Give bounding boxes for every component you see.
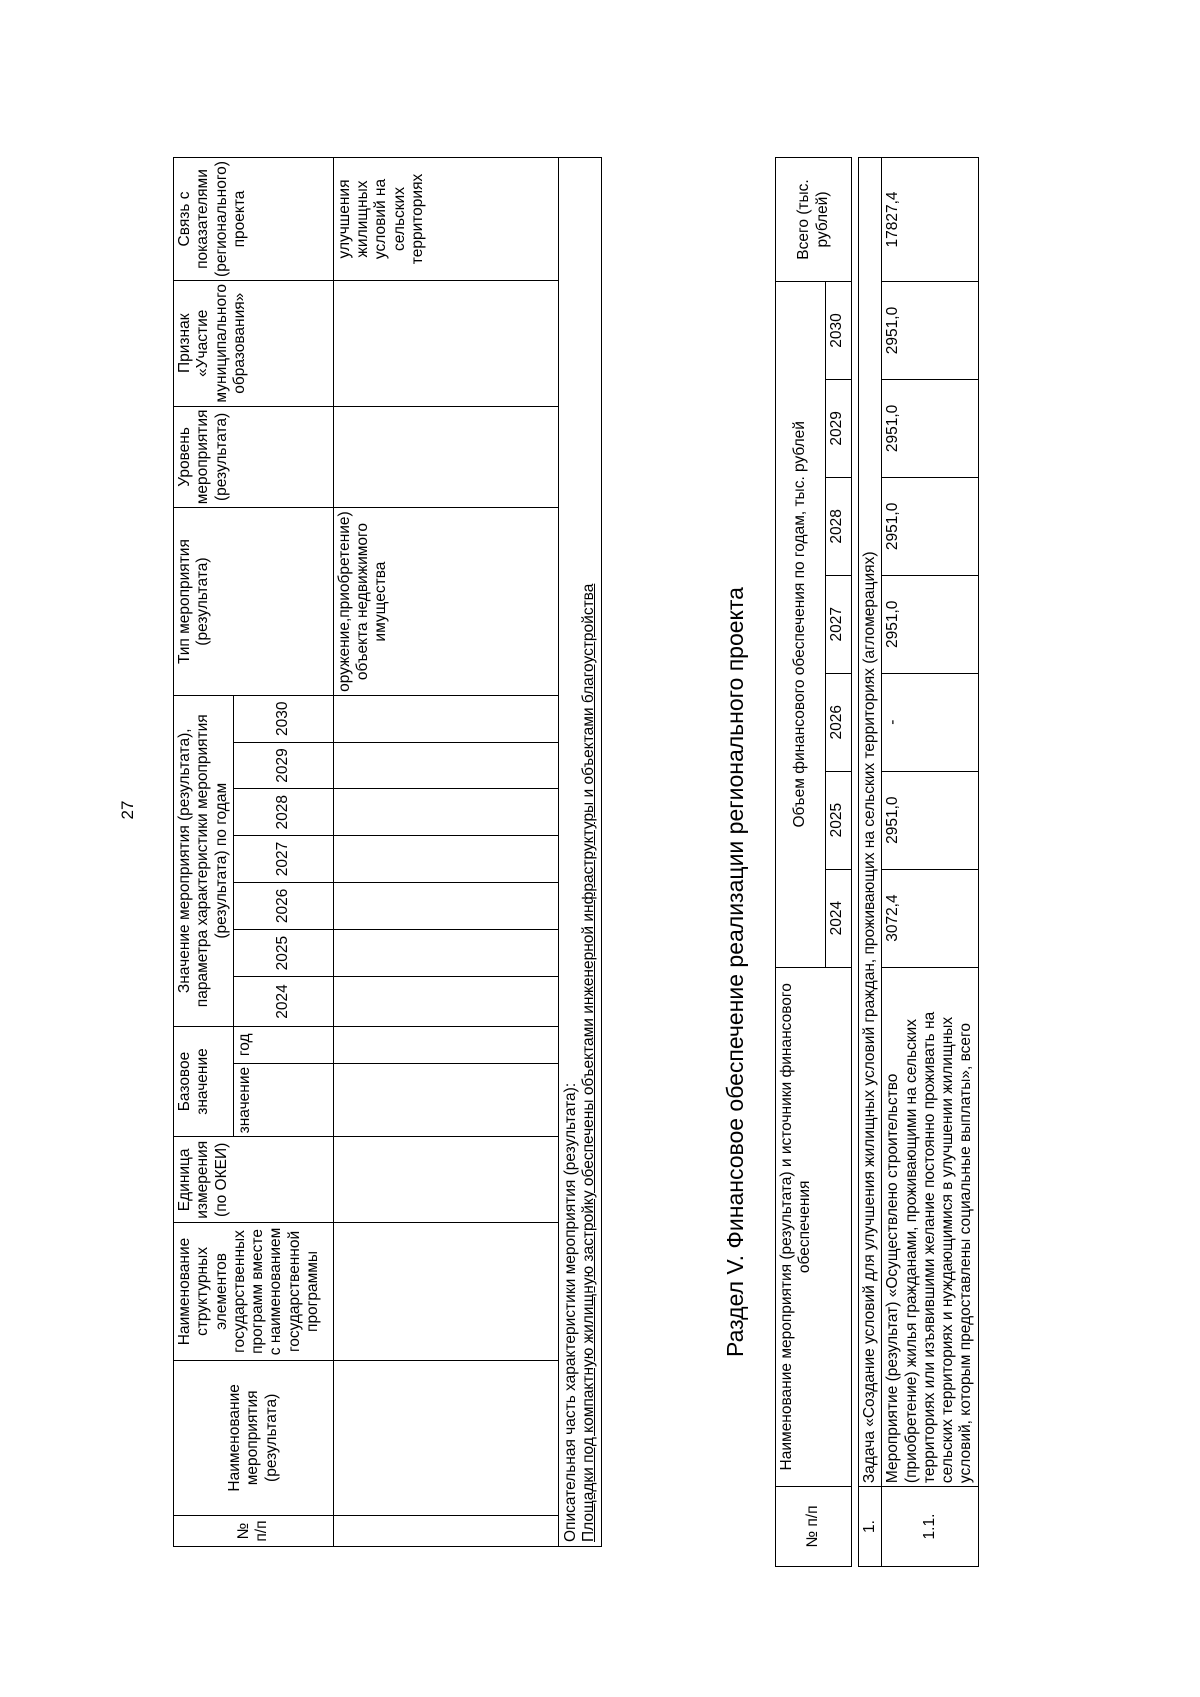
fin-header-total: Всего (тыс. рублей) bbox=[776, 158, 852, 282]
header-year: 2027 bbox=[233, 836, 333, 883]
fin-header-year: 2029 bbox=[826, 379, 852, 477]
header-unit: Единица измерения (по ОКЕИ) bbox=[174, 1137, 334, 1223]
row-num: 1.1. bbox=[882, 1487, 978, 1567]
row-value: 2951,0 bbox=[882, 477, 978, 575]
fin-header-year: 2027 bbox=[826, 575, 852, 673]
fin-header-year: 2026 bbox=[826, 673, 852, 771]
header-year: 2028 bbox=[233, 789, 333, 836]
description-label: Описательная часть характеристики мероприятия (результата): bbox=[561, 1082, 579, 1542]
fin-header-year: 2025 bbox=[826, 771, 852, 869]
header-year: 2026 bbox=[233, 882, 333, 929]
header-base-value: значение bbox=[233, 1063, 333, 1136]
task-text: Задача «Создание условий для улучшения жилищных условий граждан, проживающих на сельских территориях (агломерациях) bbox=[859, 158, 882, 1487]
row-total: 17827,4 bbox=[882, 158, 978, 282]
fin-header-volume: Объем финансового обеспечения по годам, тыс. рублей bbox=[776, 282, 826, 968]
header-municipal: Признак «Участие муниципального образования» bbox=[174, 280, 334, 406]
header-num: № п/п bbox=[174, 1516, 334, 1547]
description-text: Площадки под компактную жилищную застройку обеспечены объектами инженерной инфраструктуры и объектами благоустройства bbox=[580, 583, 598, 1542]
header-year: 2030 bbox=[233, 695, 333, 742]
task-num: 1. bbox=[859, 1487, 882, 1567]
row-value: 3072,4 bbox=[882, 869, 978, 967]
fin-header-year: 2028 bbox=[826, 477, 852, 575]
row-value: 2951,0 bbox=[882, 282, 978, 380]
header-year: 2024 bbox=[233, 977, 333, 1026]
results-table bbox=[173, 157, 602, 1547]
row-value: 2951,0 bbox=[882, 771, 978, 869]
row-value: 2951,0 bbox=[882, 575, 978, 673]
row-value: - bbox=[882, 673, 978, 771]
fin-header-year: 2030 bbox=[826, 282, 852, 380]
header-name: Наименование мероприятия (результата) bbox=[174, 1360, 334, 1515]
row-type: оружение,приобретение) объекта недвижимого имущества bbox=[333, 508, 558, 696]
header-year: 2029 bbox=[233, 742, 333, 789]
header-base-year: год bbox=[233, 1026, 333, 1063]
header-level: Уровень мероприятия (результата) bbox=[174, 406, 334, 508]
row-text: Мероприятие (результат) «Осуществлено строительство (приобретение) жилья гражданами, проживающими на сельских территориях или изъявившими желание постоянно проживать на сельских территориях и нуждающимися в улучшении жилищных условий, которым предоставлены социальные выплаты», всего bbox=[882, 967, 978, 1487]
section-title: Раздел V. Финансовое обеспечение реализации регионального проекта bbox=[722, 587, 748, 1357]
header-values: Значение мероприятия (результата), параметра характеристики мероприятия (результата) по годам bbox=[174, 695, 234, 1026]
header-year: 2025 bbox=[233, 929, 333, 977]
description-cell bbox=[558, 158, 602, 1547]
header-type: Тип мероприятия (результата) bbox=[174, 508, 334, 696]
fin-header-year: 2024 bbox=[826, 869, 852, 967]
header-structural: Наименование структурных элементов государственных программ вместе с наименованием государственной программы bbox=[174, 1223, 334, 1360]
row-value: 2951,0 bbox=[882, 379, 978, 477]
page-number: 27 bbox=[118, 800, 137, 820]
header-link: Связь с показателями (регионального) проекта bbox=[174, 158, 334, 281]
header-base: Базовое значение bbox=[174, 1026, 234, 1137]
fin-header-name: Наименование мероприятия (результата) и источники финансового обеспечения bbox=[776, 967, 852, 1487]
finance-table bbox=[775, 157, 979, 1567]
row-link: улучшения жилищных условий на сельских территориях bbox=[333, 158, 558, 281]
fin-header-num: № п/п bbox=[776, 1487, 852, 1567]
